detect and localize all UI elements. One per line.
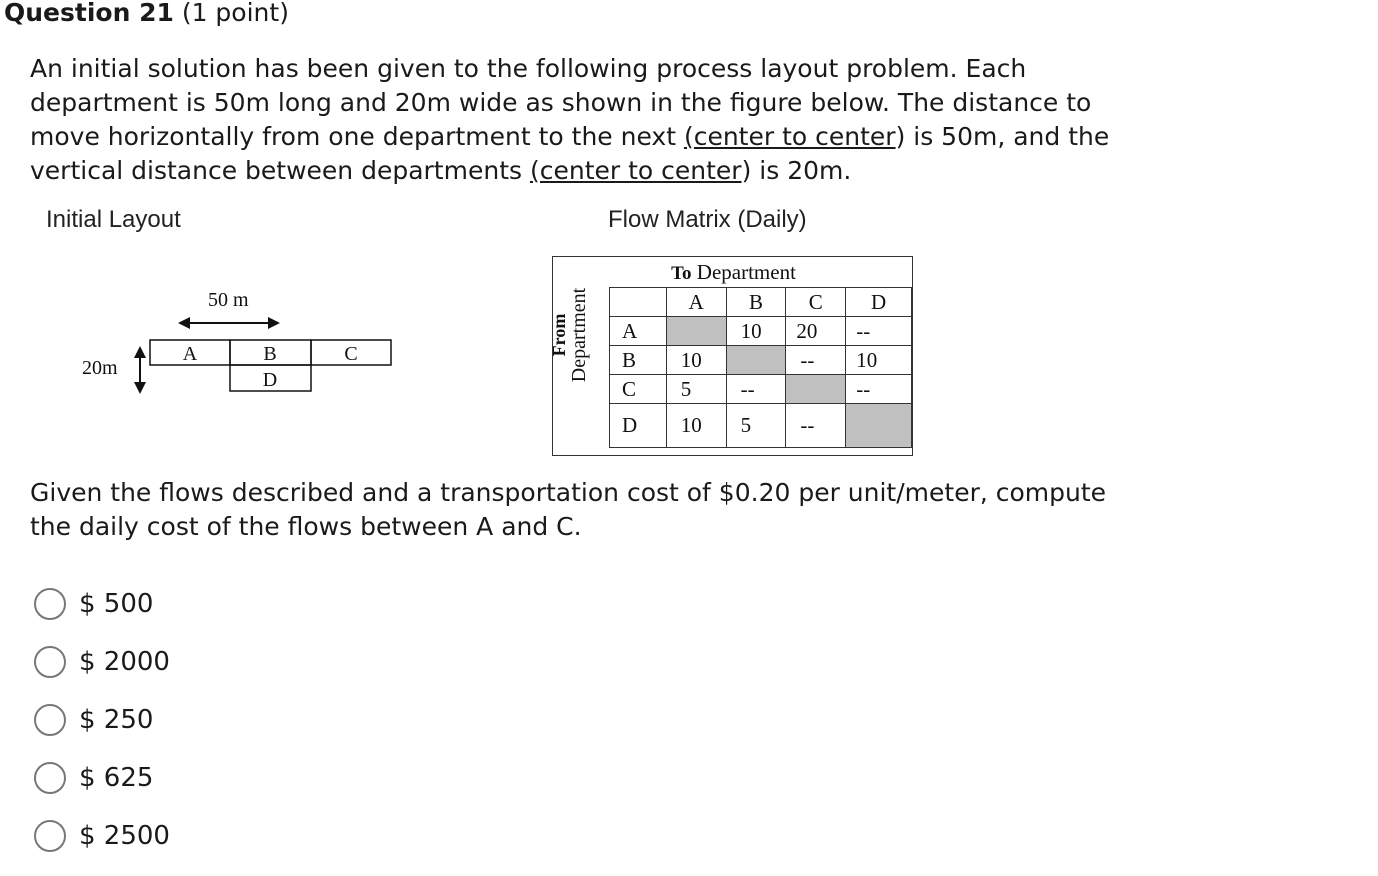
table-row <box>610 404 912 448</box>
dept-d-label: D <box>262 369 278 391</box>
radio-button[interactable] <box>34 646 66 678</box>
flow-table <box>609 287 912 448</box>
flow-matrix <box>549 256 913 456</box>
dept-a-label: A <box>182 343 198 365</box>
col-header: C <box>786 288 846 317</box>
answer-option-label[interactable]: $ 2500 <box>79 820 170 851</box>
table-cell <box>726 346 786 375</box>
flow-matrix-title: Flow Matrix (Daily) <box>608 206 807 233</box>
table-cell: -- <box>846 317 912 346</box>
question-number: Question 21 <box>4 0 174 27</box>
center-to-center-2: (center to center <box>529 156 742 185</box>
table-cell <box>786 375 846 404</box>
table-cell: -- <box>846 375 912 404</box>
answer-option[interactable] <box>34 586 170 621</box>
initial-layout-title: Initial Layout <box>46 206 181 233</box>
table-cell: -- <box>786 346 846 375</box>
table-cell: 5 <box>726 404 786 448</box>
answer-option-label[interactable]: $ 500 <box>79 588 154 619</box>
table-cell <box>666 317 726 346</box>
radio-button[interactable] <box>34 704 66 736</box>
answer-option-label[interactable]: $ 250 <box>79 704 154 735</box>
radio-button[interactable] <box>34 588 66 620</box>
table-row <box>610 317 912 346</box>
column-header-row <box>610 288 912 317</box>
center-to-center-1: (center to center <box>683 122 896 151</box>
answer-option[interactable] <box>34 818 170 853</box>
from-department-header: From Department <box>549 287 590 383</box>
table-cell: 20 <box>786 317 846 346</box>
table-cell: 10 <box>846 346 912 375</box>
row-header: B <box>610 346 667 375</box>
answer-option-label[interactable]: $ 2000 <box>79 646 170 677</box>
question-points: (1 point) <box>181 0 289 27</box>
answer-option[interactable] <box>34 760 170 795</box>
col-header: D <box>846 288 912 317</box>
table-cell <box>846 404 912 448</box>
question-prompt: Given the flows described and a transportation cost of $0.20 per unit/meter, compute the daily cost of the flows between A and C. <box>30 478 1107 541</box>
table-cell: 10 <box>666 404 726 448</box>
table-cell: -- <box>726 375 786 404</box>
dept-c-label: C <box>344 343 358 365</box>
col-header: B <box>726 288 786 317</box>
row-header: A <box>610 317 667 346</box>
col-header: A <box>666 288 726 317</box>
row-header: C <box>610 375 667 404</box>
height-label: 20m <box>82 357 118 379</box>
answer-option[interactable] <box>34 702 170 737</box>
radio-button[interactable] <box>34 762 66 794</box>
table-cell: 10 <box>726 317 786 346</box>
answer-option-label[interactable]: $ 625 <box>79 762 154 793</box>
table-cell: 10 <box>666 346 726 375</box>
radio-button[interactable] <box>34 820 66 852</box>
table-row <box>610 375 912 404</box>
width-label: 50 m <box>208 289 249 311</box>
table-cell: -- <box>786 404 846 448</box>
dept-b-label: B <box>263 343 277 365</box>
initial-layout-diagram <box>70 280 410 410</box>
table-row <box>610 346 912 375</box>
question-title <box>4 0 289 27</box>
to-department-header: To Department <box>671 260 796 284</box>
question-text: An initial solution has been given to the following process layout problem. Each department is 50m long and 20m wide as shown in the figure below. The distance to move horizontally from one department to the next (center to center) is 50m, and the vertical distance between departments (center to center) is 20m. <box>30 54 1110 185</box>
row-header: D <box>610 404 667 448</box>
answer-options <box>34 586 170 876</box>
answer-option[interactable] <box>34 644 170 679</box>
table-cell: 5 <box>666 375 726 404</box>
